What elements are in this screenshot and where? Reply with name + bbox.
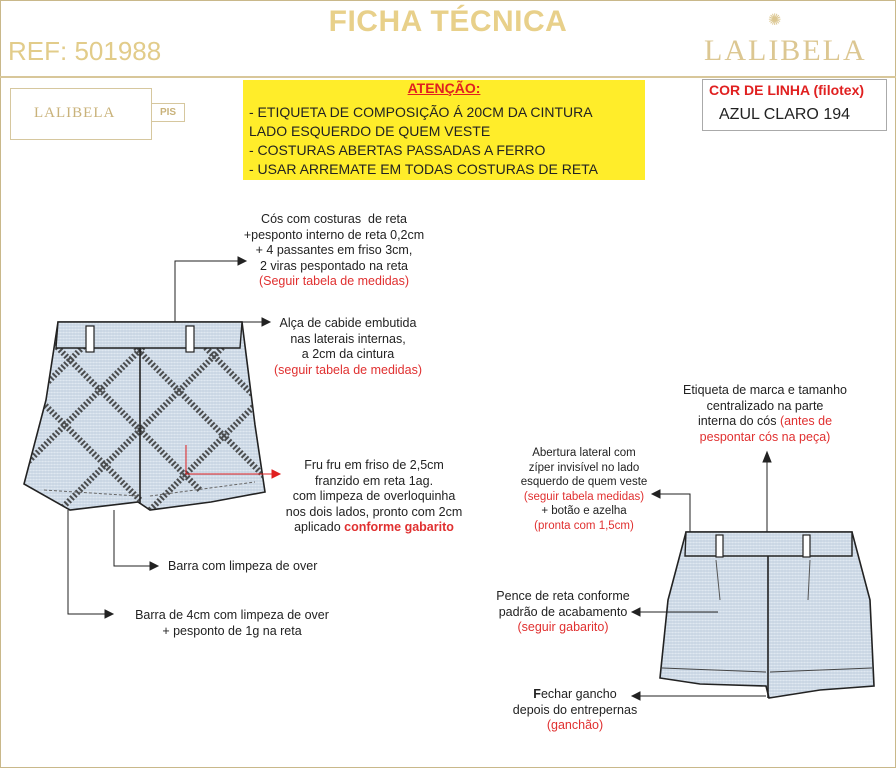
- back-shorts-drawing: [660, 532, 874, 698]
- note-line: echar gancho: [540, 687, 617, 701]
- page-title: FICHA TÉCNICA: [328, 5, 568, 38]
- note-red-line: (pronta com 1,5cm): [534, 519, 634, 532]
- note-red-line: (antes de: [779, 414, 833, 428]
- note-line: Barra de 4cm com limpeza de over: [135, 608, 329, 622]
- note-red-line: conforme gabarito: [344, 520, 454, 534]
- note-hanger: [250, 316, 446, 378]
- note-bold-letter: F: [533, 687, 541, 701]
- note-red-line: (seguir tabela medidas): [523, 490, 645, 503]
- note-red-line: (Seguir tabela de medidas): [258, 274, 410, 288]
- note-line: 2 viras pespontado na reta: [259, 258, 409, 273]
- note-red-line: (seguir gabarito): [517, 620, 609, 634]
- note-red-line: (seguir tabela de medidas): [274, 362, 422, 377]
- logo-box-text: LALIBELA: [34, 105, 116, 121]
- attention-line: - ETIQUETA DE COMPOSIÇÃO Á 20CM DA CINTURA: [249, 104, 593, 120]
- note-line: + 4 passantes em friso 3cm,: [255, 243, 413, 257]
- note-line: nas laterais internas,: [290, 331, 406, 346]
- note-dart: [476, 589, 650, 636]
- note-red-line: pespontar cós na peça): [699, 429, 831, 444]
- thread-color-title: COR DE LINHA (filotex): [709, 82, 865, 98]
- note-line: + botão e azelha: [541, 505, 627, 517]
- note-line: depois do entrepernas: [512, 702, 638, 717]
- note-red-line: (ganchão): [546, 718, 604, 732]
- note-line: Cós com costuras de reta: [261, 212, 407, 226]
- note-line: aplicado: [294, 520, 345, 534]
- note-waistband: [224, 212, 444, 290]
- attention-line: - USAR ARREMATE EM TODAS COSTURAS DE RETA: [249, 161, 599, 177]
- note-line: Abertura lateral com: [532, 447, 636, 459]
- bee-logo-icon: ✺: [768, 12, 782, 29]
- note-line: + pesponto de 1g na reta: [162, 623, 302, 638]
- note-label: [660, 383, 870, 445]
- attention-title: ATENÇÃO:: [407, 80, 481, 96]
- note-line: Pence de reta conforme: [496, 589, 630, 603]
- note-line: com limpeza de overloquinha: [292, 489, 456, 503]
- note-crotch: [488, 687, 662, 734]
- note-line: Fru fru em friso de 2,5cm: [304, 458, 444, 472]
- note-hem-4cm: [112, 608, 352, 639]
- note-line: interna do cós: [697, 414, 780, 428]
- note-zipper: [494, 446, 674, 533]
- thread-color-value: AZUL CLARO 194: [719, 106, 851, 123]
- note-line: nos dois lados, pronto com 2cm: [285, 504, 463, 519]
- note-frufru: [264, 458, 484, 536]
- reference-code: REF: 501988: [8, 36, 162, 66]
- attention-line: - COSTURAS ABERTAS PASSADAS A FERRO: [249, 142, 546, 158]
- pis-label: PIS: [151, 103, 185, 122]
- note-line: esquerdo de quem veste: [520, 476, 648, 488]
- note-line: zíper invisível no lado: [528, 461, 640, 474]
- note-hem-over: Barra com limpeza de over: [168, 559, 318, 573]
- note-line: +pesponto interno de reta 0,2cm: [243, 227, 425, 242]
- note-line: padrão de acabamento: [498, 604, 628, 619]
- note-line: Alça de cabide embutida: [279, 316, 417, 330]
- note-line: centralizado na parte: [706, 398, 824, 413]
- note-line: franzido em reta 1ag.: [314, 473, 434, 488]
- brand-logo: LALIBELA: [704, 34, 867, 67]
- note-line: a 2cm da cintura: [301, 347, 395, 361]
- note-line: Etiqueta de marca e tamanho: [683, 383, 847, 397]
- attention-line: LADO ESQUERDO DE QUEM VESTE: [249, 123, 491, 139]
